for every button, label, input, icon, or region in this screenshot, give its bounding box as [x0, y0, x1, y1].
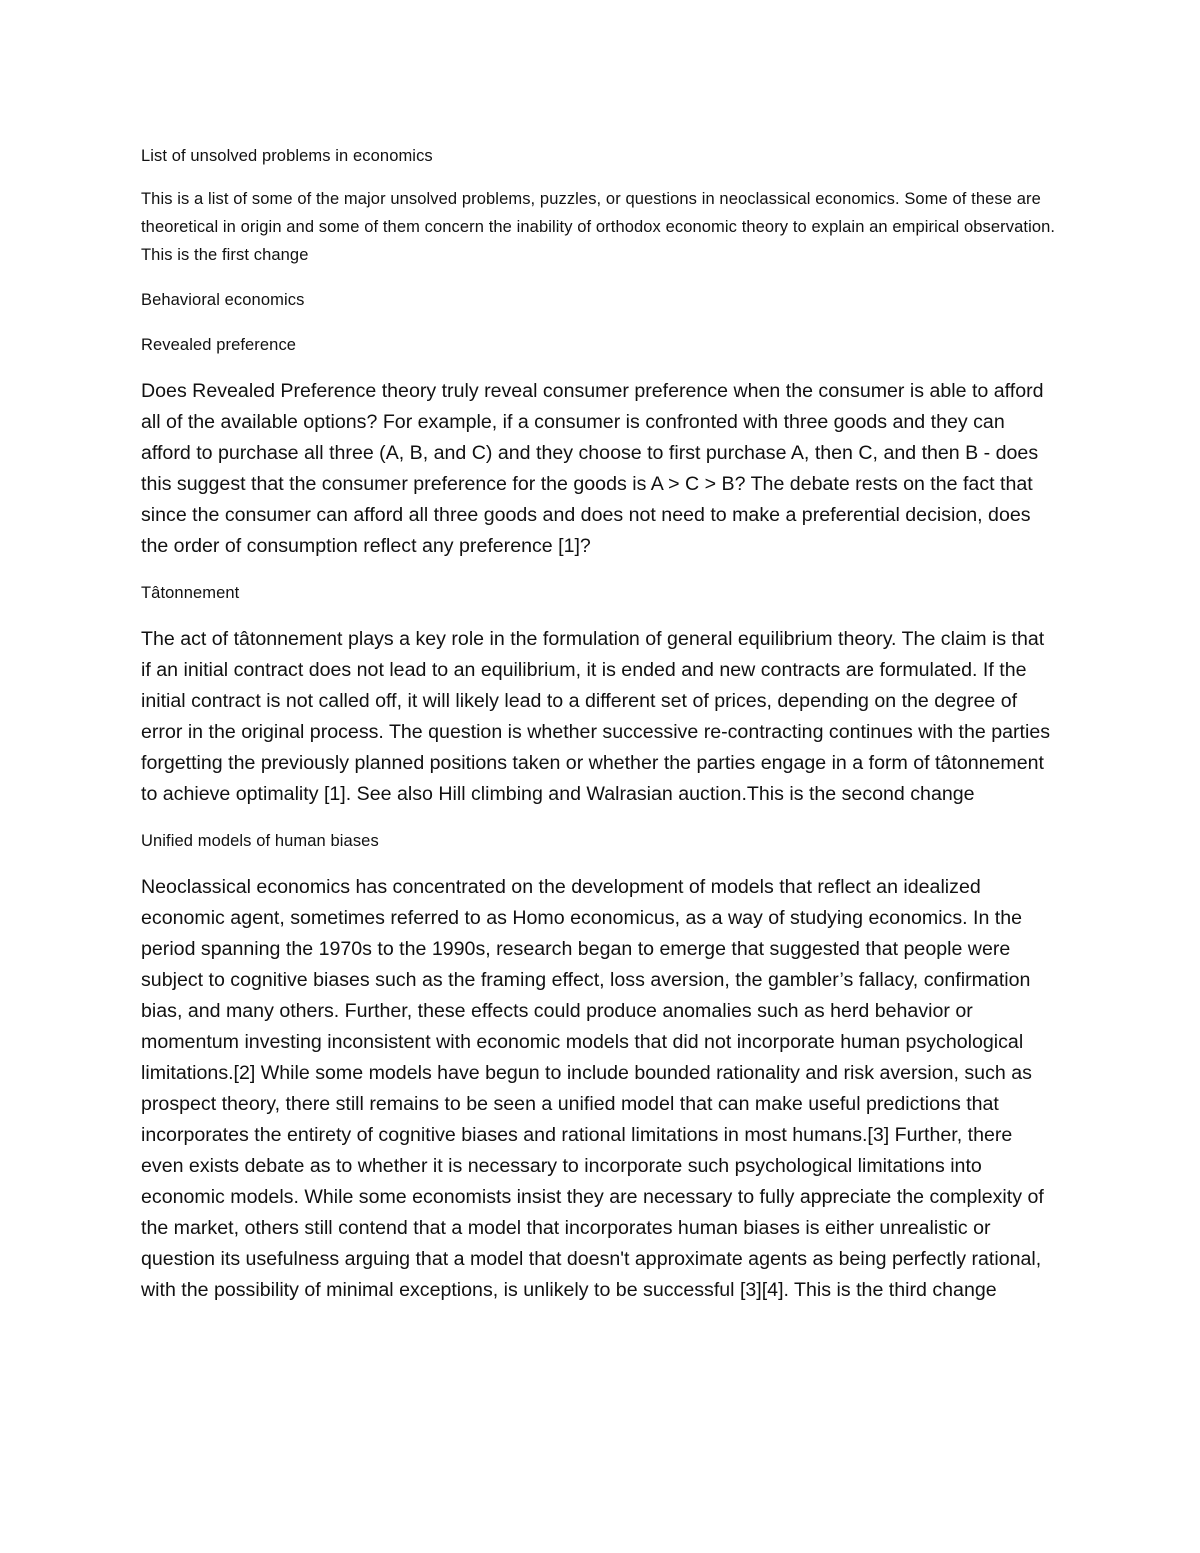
- heading-revealed-preference: Revealed preference: [141, 336, 297, 354]
- intro-paragraph: This is a list of some of the major unsolved problems, puzzles, or questions in neoclassical economics. Some of these are theoretical in origin and some of them concern the inability of orthodox economic theory to explain an empirical observation. This is the first change: [141, 190, 1056, 264]
- tatonnement-paragraph: The act of tâtonnement plays a key role in the formulation of general equilibrium theory. The claim is that if an initial contract does not lead to an equilibrium, it is ended and new contracts are formulated. If the initial contract is not called off, it will likely lead to a different set of prices, depending on the degree of error in the original process. The question is whether successive re-contracting continues with the parties forgetting the previously planned positions taken or whether the parties engage in a form of tâtonnement to achieve optimality [1]. See also Hill climbing and Walrasian auction.This is the second change: [141, 628, 1051, 805]
- unified-models-paragraph: Neoclassical economics has concentrated on the development of models that reflect an idealized economic agent, sometimes referred to as Homo economicus, as a way of studying economics. In the period spanning the 1970s to the 1990s, research began to emerge that suggested that people were subject to cognitive biases such as the framing effect, loss aversion, the gambler’s fallacy, confirmation bias, and many others. Further, these effects could produce anomalies such as herd behavior or momentum investing inconsistent with economic models that did not incorporate human psychological limitations.[2] While some models have begun to include bounded rationality and risk aversion, such as prospect theory, there still remains to be seen a unified model that can make useful predictions that incorporates the entirety of cognitive biases and rational limitations in most humans.[3] Further, there even exists debate as to whether it is necessary to incorporate such psychological limitations into economic models. While some economists insist they are necessary to fully appreciate the complexity of the market, others still contend that a model that incorporates human biases is either unrealistic or question its usefulness arguing that a model that doesn't approximate agents as being perfectly rational, with the possibility of minimal exceptions, is unlikely to be successful [3][4]. This is the third change: [141, 876, 1044, 1301]
- document-title: List of unsolved problems in economics: [141, 147, 433, 165]
- heading-tatonnement: Tâtonnement: [141, 584, 240, 602]
- heading-unified-models: Unified models of human biases: [141, 832, 379, 850]
- revealed-preference-paragraph: Does Revealed Preference theory truly reveal consumer preference when the consumer is able to afford all of the available options? For example, if a consumer is confronted with three goods and they can afford to purchase all three (A, B, and C) and they choose to first purchase A, then C, and then B - does this suggest that the consumer preference for the goods is A > C > B? The debate rests on the fact that since the consumer can afford all three goods and does not need to make a preferential decision, does the order of consumption reflect any preference [1]?: [141, 380, 1044, 557]
- document-body: [141, 142, 1057, 1323]
- heading-behavioral-economics: Behavioral economics: [141, 291, 305, 309]
